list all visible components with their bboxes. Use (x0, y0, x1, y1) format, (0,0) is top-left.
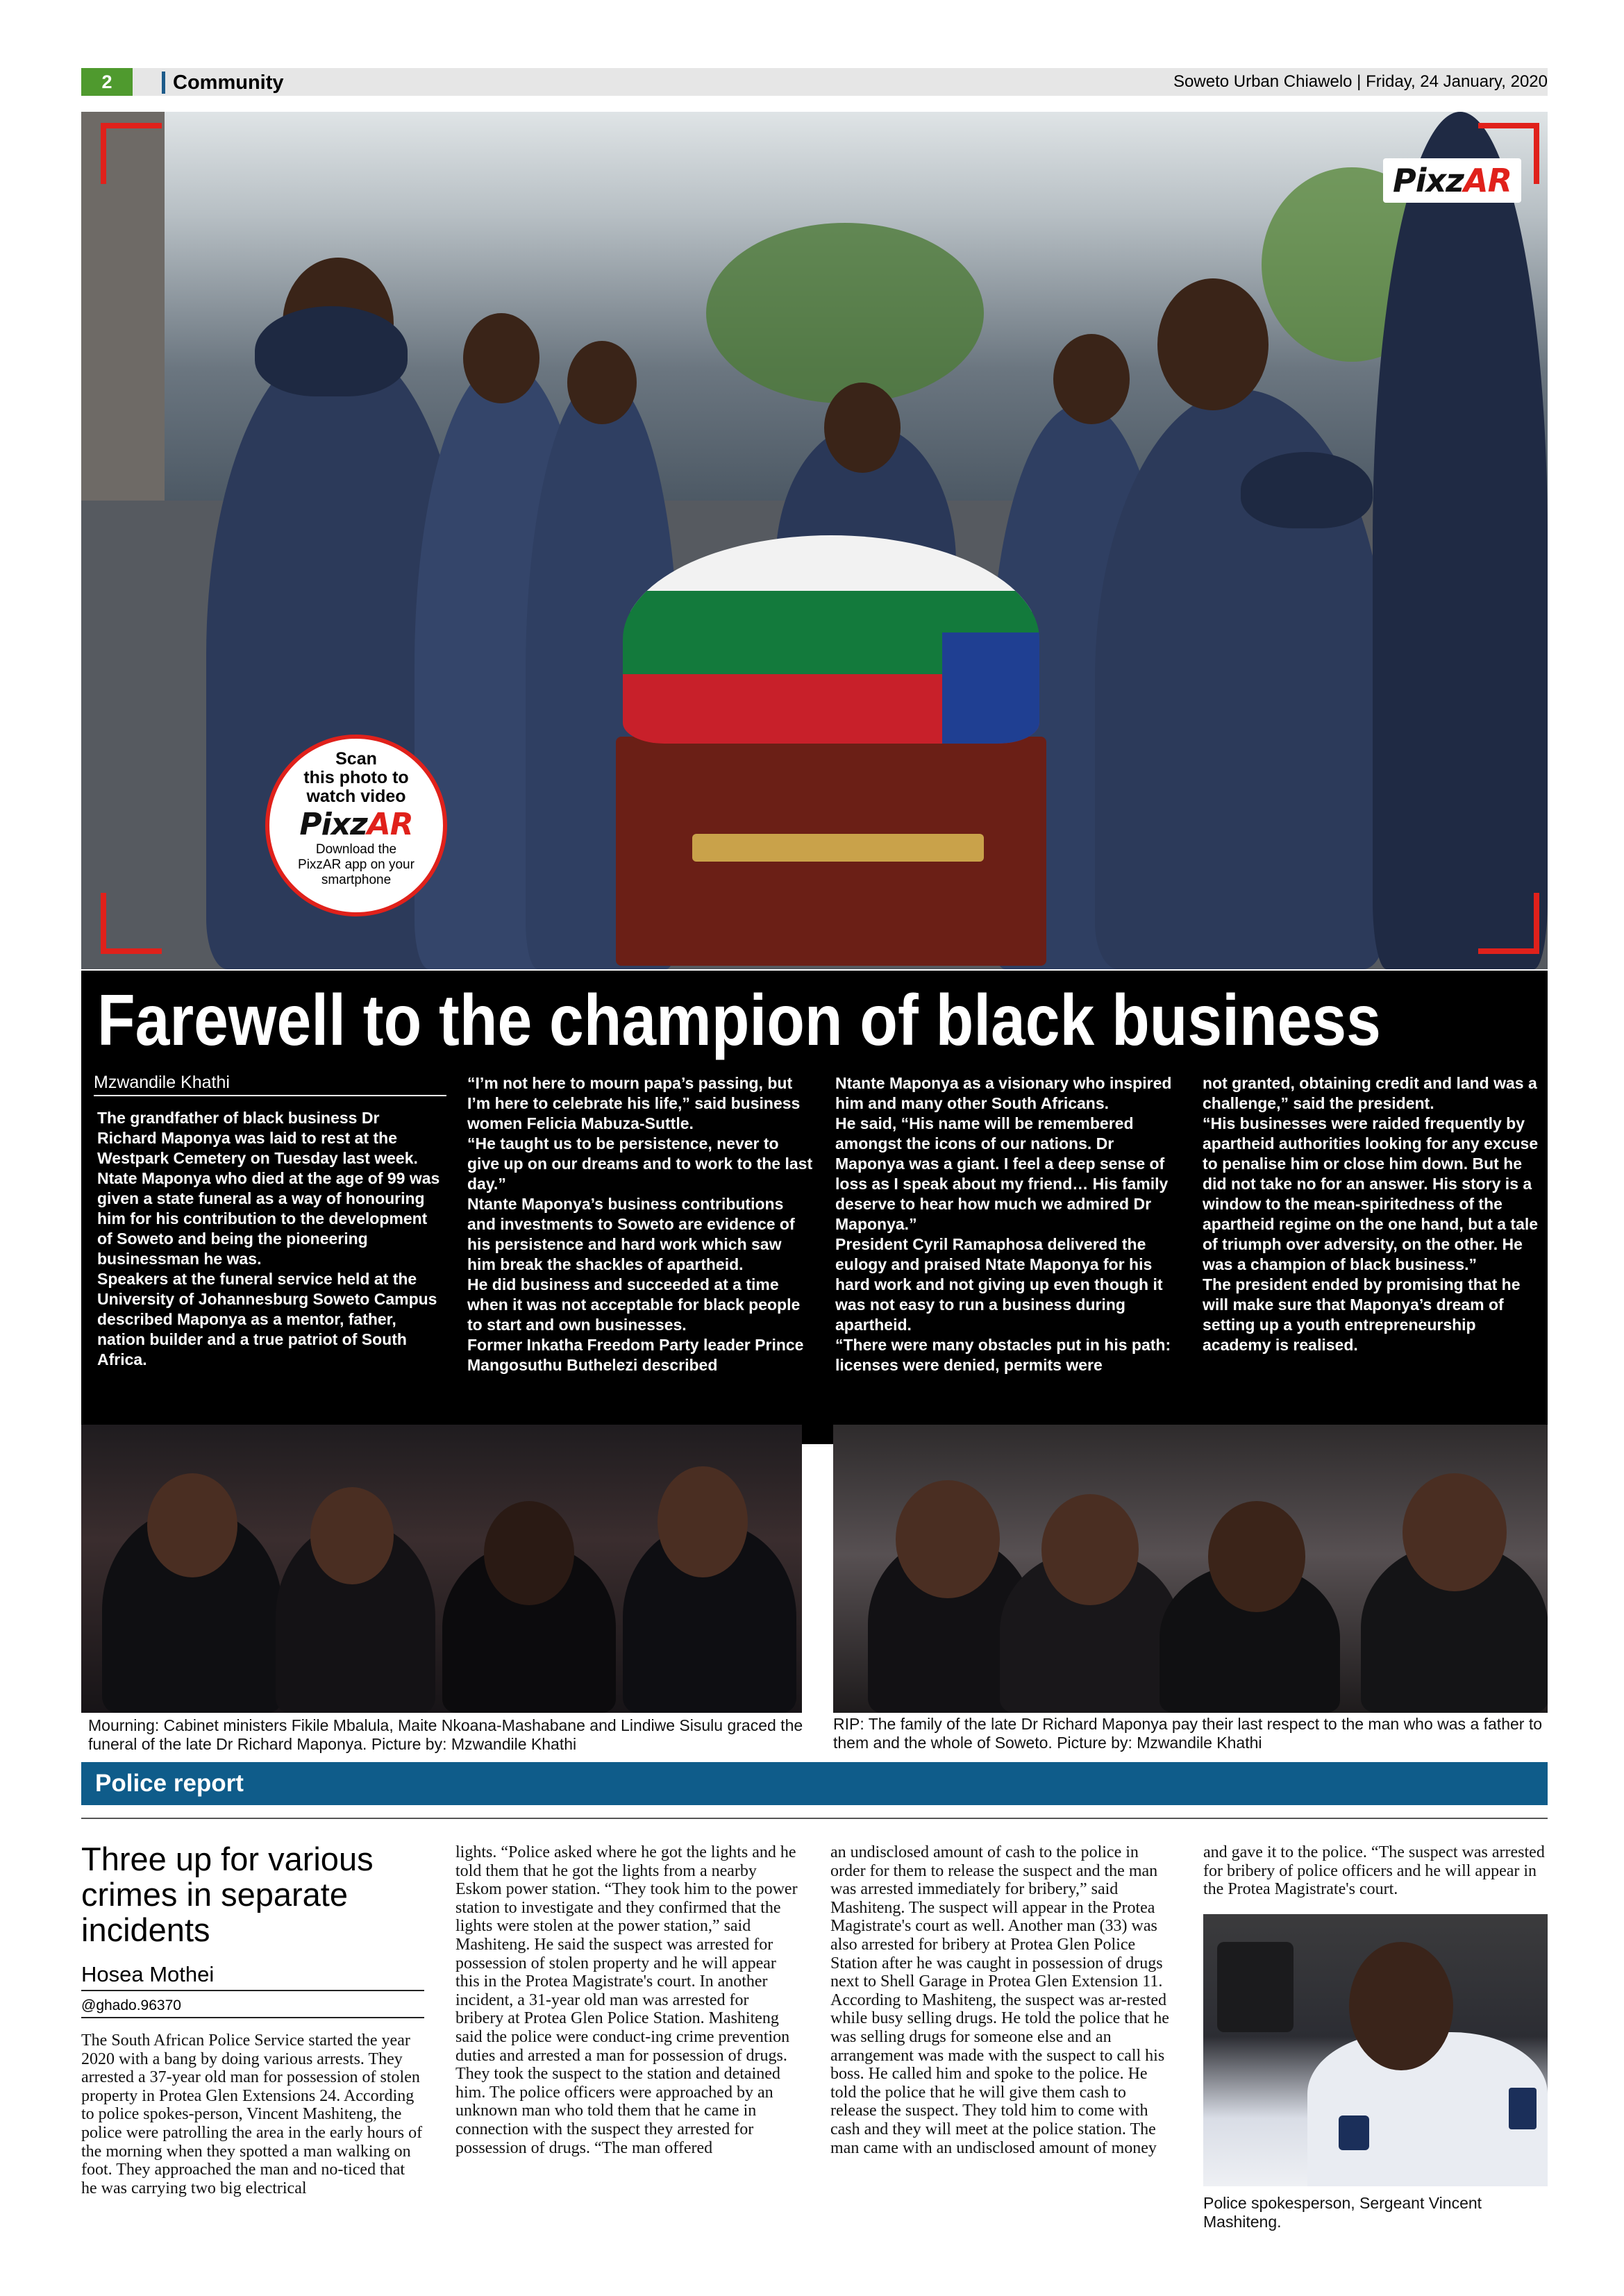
issue-dateline: Soweto Urban Chiawelo | Friday, 24 January, 2020 (1173, 72, 1548, 91)
police-report-label: Police report (95, 1770, 244, 1797)
police-report-column-3: an undisclosed amount of cash to the police in order for them to release the suspect and the man was arrested immediately for bribery,” said Mashiteng. The suspect will appear in the Protea Magistrate's court as well. Another man (33) was also arrested for bribery at Protea Glen Police Station after he was caught in possession of drugs next to Shell Garage in Protea Glen Extension 11. According to Mashiteng, the suspect was ar-rested while busy selling drugs. He told the police that he was selling drugs for someone else and an arrangement was made with the suspect to call his boss. He called him and spoke to the police. He told the police that he will give them cash to release the suspect. They told him to come with cash and they will meet at the police station. The man came with an undisclosed amount of money (830, 1843, 1169, 2157)
handle-rule (81, 2017, 424, 2018)
police-report-column-4: and gave it to the police. “The suspect was arrested for bribery of police officers and he will appear in the Protea Magistrate's court. (1203, 1843, 1545, 1899)
mourner-head (310, 1487, 394, 1584)
scan-instructions: Download the PixzAR app on your smartphone (298, 842, 415, 887)
mourner-head (658, 1466, 748, 1577)
byline-rule (94, 1095, 446, 1096)
spokesperson-head (1349, 1942, 1453, 2070)
main-headline: Farewell to the champion of black business (97, 980, 1381, 1061)
officer-cap (255, 306, 408, 396)
mourner-head (484, 1501, 574, 1605)
article-column-1: The grandfather of black business Dr Richard Maponya was laid to rest at the Westpark Cemetery on Tuesday last week. Ntate Maponya who died at the age of 99 was given a state funeral as a way of honouring him for his contribution to the development of Soweto and being the pioneering businessman he was. Speakers at the funeral service held at the University of Johannesburg Soweto Campus described Maponya as a mentor, father, nation builder and a true patriot of South Africa. (97, 1109, 440, 1368)
pixzar-logo: PixzAR (1383, 158, 1521, 203)
officer-head (1157, 278, 1269, 410)
police-report-headline: Three up for various crimes in separate incidents (81, 1841, 374, 1948)
article-column-3: Ntante Maponya as a visionary who inspired him and many other South Africans. He said, “His name will be remembered amongst the icons of our nations. Dr Maponya was a giant. I feel a deep sense of loss as I speak about my friend… His family deserve to hear how much we admired Dr Maponya.” President Cyril Ramaphosa delivered the eulogy and praised Ntate Maponya for his hard work and not giving up even though it was not easy to run a business during apartheid. “There were many obstacles put in his path: licenses were denied, permits were (835, 1074, 1172, 1374)
mourner-head (1041, 1494, 1139, 1605)
byline-rule (81, 1990, 424, 1991)
page-number: 2 (81, 68, 133, 96)
officer-head (824, 383, 901, 473)
police-badge-icon (1339, 2115, 1369, 2150)
tree (706, 223, 984, 403)
article-column-4: not granted, obtaining credit and land was a challenge,” said the president. “His businesses were raided frequently by apartheid authorities looking for any excuse to penalise him or close him down. But he did not take no for an answer. His story is a window to the mean-spiritedness of the apartheid regime on the one hand, but a tale of triumph over adversity, on the other. He was a champion of black business.” The president ended by promising that he will make sure that Maponya’s dream of setting up a youth entrepreneurship academy is realised. (1203, 1074, 1539, 1354)
pixzar-scan-badge[interactable] (265, 735, 447, 916)
pixzar-logo: PixzAR (299, 807, 413, 842)
corner-bracket (101, 123, 162, 184)
flag-draped (623, 535, 1039, 744)
photo-caption-right: RIP: The family of the late Dr Richard Maponya pay their last respect to the man who was a father to them and the whole of Soweto. Picture by: Mzwandile Khathi (833, 1715, 1543, 1752)
mourner-head (147, 1473, 237, 1577)
scan-title: Scan this photo to watch video (303, 749, 409, 806)
officer-head (463, 313, 539, 403)
police-report-byline: Hosea Mothei (81, 1962, 215, 1986)
maponya-family-photo (833, 1425, 1548, 1713)
officer-head (1053, 334, 1130, 424)
section-marker (162, 72, 165, 94)
spokesperson-photo (1203, 1914, 1548, 2186)
police-report-bar (81, 1762, 1548, 1805)
section-rule (81, 1818, 1548, 1819)
ministers-mourning-photo (81, 1425, 802, 1713)
spokesperson-caption: Police spokesperson, Sergeant Vincent Mashiteng. (1203, 2194, 1482, 2231)
police-report-column-1: The South African Police Service started the year 2020 with a bang by doing various arrests. They arrested a 37-year old man for possession of stolen property in Protea Glen Extensions 24. According to police spokes-person, Vincent Mashiteng, the police were patrolling the area in the early hours of the morning when they spotted a man walking on foot. They approached the man and no-ticed that he was carrying two big electrical (81, 2031, 423, 2197)
corner-bracket (1478, 893, 1539, 954)
police-report-column-2: lights. “Police asked where he got the lights and he told them that he got the lights from a nearby Eskom power station. “They took him to the power station to investigate and they confirmed that the lights were stolen at the power station,” said Mashiteng. He said the suspect was arrested for possession of stolen property and he will appear this in the Protea Magistrate's court. In another incident, a 31-year old man was arrested for bribery at Protea Glen Police Station. Mashiteng said the police were conduct-ing crime prevention duties and arrested a man for possession of drugs. They took the suspect to the station and detained him. The police officers were approached by an unknown man who told them that he came in connection with the suspect they arrested for possession of drugs. “The man offered (455, 1843, 798, 2157)
officer-figure (1373, 112, 1548, 969)
mourner-head (1403, 1473, 1507, 1591)
mourner-head (896, 1480, 1000, 1598)
epaulette (1509, 2088, 1537, 2129)
section-title: Community (173, 72, 284, 94)
photo-caption-left: Mourning: Cabinet ministers Fikile Mbalula, Maite Nkoana-Mashabane and Lindiwe Sisulu graced the funeral of the late Dr Richard Maponya. Picture by: Mzwandile Khathi (88, 1716, 803, 1753)
corner-bracket (101, 893, 162, 954)
mourner-head (1208, 1501, 1305, 1612)
article-column-2: “I’m not here to mourn papa’s passing, but I’m here to celebrate his life,” said business women Felicia Mabuza-Suttle. “He taught us to be persistence, never to give up on our dreams and to work to the last day.” Ntante Maponya’s business contributions and investments to Soweto are evidence of his persistence and hard work which saw him break the shackles of apartheid. He did business and succeeded at a time when it was not acceptable for black people to start and own businesses. Former Inkatha Freedom Party leader Prince Mangosuthu Buthelezi described (467, 1074, 813, 1374)
officer-cap (1241, 452, 1373, 528)
coffin-handle (692, 834, 984, 862)
author-handle: @ghado.96370 (81, 1997, 181, 2013)
chair (1217, 1942, 1294, 2032)
officer-head (567, 341, 637, 424)
article-byline: Mzwandile Khathi (94, 1073, 230, 1092)
